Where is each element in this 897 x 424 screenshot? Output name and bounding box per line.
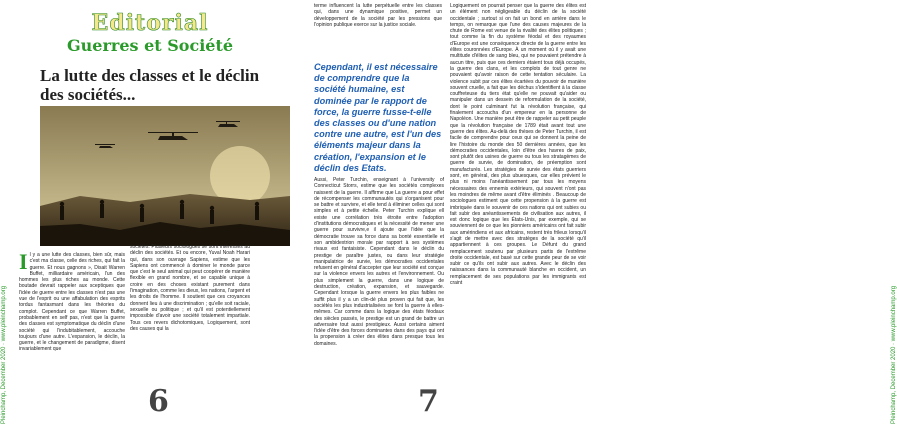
section-title: Guerres et Société bbox=[66, 36, 234, 55]
body-column-1 bbox=[19, 249, 125, 353]
side-label-right: Pleinchamp, December 2020 · www.pleinchamp.org bbox=[891, 285, 897, 424]
right-page bbox=[300, 0, 897, 424]
foreground-debris bbox=[40, 222, 290, 246]
body-column-4: Logiquement on pourrait penser que la guerre des élites est un élément non négligeable du déclin de la société occidentale ; surtout si on fait un bond en arrière dans le temps, on remarque que l'une des causes majeures de la chute de Rome est venue de la rivalité des élites politiques ; tout comme la fin du système féodal et des royaumes d'Europe est une conséquence directe de la guerre entre les élites couronnées d'Europe. À un moment où il y avait une multitude d'élites de sang bleu, qui ne pouvaient prétendre à aucun titre, puis que ces derniers étaient tous déjà occupés, la guerre des clans, et les complots de tout genre ne pouvaient qu'avoir raison de cette tentation séculaire. La violence subit par ces élites écartées du pouvoir de manière souvent cruelle, a fait que les déchus s'identifient à la classe couffreteuse du tiers état qu'elle ne pouvait qu'aider ou manipuler dans un dessein de reformulation de la société, dont le point culminant fut la révolution française, qui finalement accoucha d'un empereur en la personne de Napoléon. Une manière peut être de rappeler au petit peuple que la révolution française de 1789 était avant tout une guerre des élites. Au-delà des thèses de Peter Turchin, il est facile de comprendre pour ceux qui se donnent la peine de lire l'histoire du monde des 50 dernières années, que les démocraties occidentales, loin d'être des havres de paix, sont plutôt des usines de guerre ou tous les stratagèmes de guerre de survie, de domination, de préemption sont manufacturés. Les stratégies de survie des états guerriers sont, en général, des plus ubuesques, car elles prévient le plus ni moins l'anéantissement par tous les moyens nécessaires des ennemis extérieurs, qui souvent n'ont pas les moindres de même avant d'être éliminés . Beaucoup de sociologues estiment que cette propension à la guerre est imbriquée dans le souvenir de ces nations qui ont subies ou fait subir des anéantissements de civilisation aux autres, il est donc logique que les États-Unis, par exemple, qui se souviennent de ce que les pionniers américains ont fait subir aux amérindiens et aux africains, restent très frileux lorsqu'il s'agit de mettre avec des stratèges de la société qu'il appartiennent à ces groupes. Le Défunt du grand remplacement soutenu par plusieurs partis de l'extrême droite occidentale, est basé sur cette grande peur de se voir subir ce qu'ils ont subir aux autres. Avec le déclin des naissances dans la communauté blanche en occident, un remplacement de ses populations par les immigrants est craint bbox=[450, 3, 586, 287]
pull-quote: Cependant, il est nécessaire de comprendre que la société humaine, est dominée par le rapport de force, la guerre fusse-t-elle des classes ou d'une nation contre une autre, est l'un des éléments majeur dans la création, l'expansion et le déclin des Etats. bbox=[314, 62, 442, 173]
body-column-1-text: l y a une lutte des classes, bien sûr, mais c'est ma classe, celle des riches, qui fait la guerre. Et nous gagnons », Disait Warren Buffet, milliardaire américain, l'un des hommes les plus riches au monde. Cette boutade devrait rappeler aux sceptiques que l'idée de guerre entre les classes n'est pas une vue de l'esprit ou une affabulation des esprits tordus fantasmant dans les théories du complot. Cependant ce que Warren Buffet, probablement en self pas, n'est que la guerre des classes est symptomatique du déclin d'une société qui l'indubitablement, accouche toujours d'une autre. L'expansion, le déclin, la guerre, et le changement de paradigme, disent invariablement que bbox=[19, 252, 125, 353]
article-headline: La lutte des classes et le déclin des sociétés... bbox=[40, 66, 260, 104]
page-number-right: 7 bbox=[418, 384, 439, 419]
body-column-2: sociétés. Plusieurs sociologues se sont intéressés au déclin des sociétés. Et ou encore, Yuval Noah Harari qui, dans son ouvrage Sapiens, estime que les Sapiens ont commencé à dominer le monde parce que c'est le seul animal qui peut coopérer de manière flexible en grand nombre, et se capable unique à croire en des choses existant purement dans l'imagination, comme les dieux, les nations, l'argent et les droits de l'homme. Il soutient que ces croyances donnent lieu à une discrimination ; qu'elle soit raciale, sexuelle ou politique ; et qu'il est potentiellement impossible d'avoir une société totalement impartiale. Tous ces revers dichotomiques, Logiquement, sont des causes qui la bbox=[130, 244, 250, 332]
page-number-left: 6 bbox=[148, 384, 169, 419]
dropcap: I bbox=[19, 249, 28, 274]
left-page bbox=[0, 0, 300, 424]
masthead-editorial: Editorial bbox=[91, 10, 209, 36]
war-scene-illustration bbox=[40, 106, 290, 246]
side-label-left: Pleinchamp, December 2020 · www.pleinchamp.org bbox=[1, 285, 7, 424]
body-column-3: Aussi, Peter Turchin, enseignant à l'university of Connecticut Storrs, estime que les sociétés complexes naissent de la guerre. Il affirme que La guerre a pour effet de récompenser les communautés qui s'organisent pour se battre et survivre, et elle tend à éliminer celles qui sont simples et à petite échelle. Peter Turchin explique ell existe une corrélation très étroite entre l'adoption d'institutions démocratiques et la nécessité de mener une guerre pour survivre,e il ajoute que l'idée que la démocratie trouve sa force dans sa bonté essentielle et son ambidextrion morale par rapport à ses systèmes rivaux est fantaisiste. Cependant dans le déclin du prestige de paraître justes, ou dans leur stratégie manipulatrice de survie, les démocraties occidentales refusent en général d'accepter que leur société est conçue sur la violence envers les autres et l'environnement. Ou plus simplement la guerre, dans une logique de destruction, création, expansion, et sauvegarde. Cependant lorsque la guerre envers les plus faibles ne suffit plus il y a un clin-dé plus proven qui fait que, les sociétés les plus industrialisées se font la guerre à elles-mêmes. Car comme dans la logique des états féodaux des siècles passés, le prestige est un grand de battre un adversaire tout aussi prestigieux. Aussi certains aiment l'idée d'être des forces dominantes dans des pays qui ont la propension à créer des élites dans presque tous les domaines. bbox=[314, 177, 444, 347]
intro-paragraph: terme influencent la lutte perpétuelle entre les classes qui, dans une dynamique positive, permet un développement de la société par les pressions que l'opinion publique exerce sur la justice sociale. bbox=[314, 3, 442, 28]
